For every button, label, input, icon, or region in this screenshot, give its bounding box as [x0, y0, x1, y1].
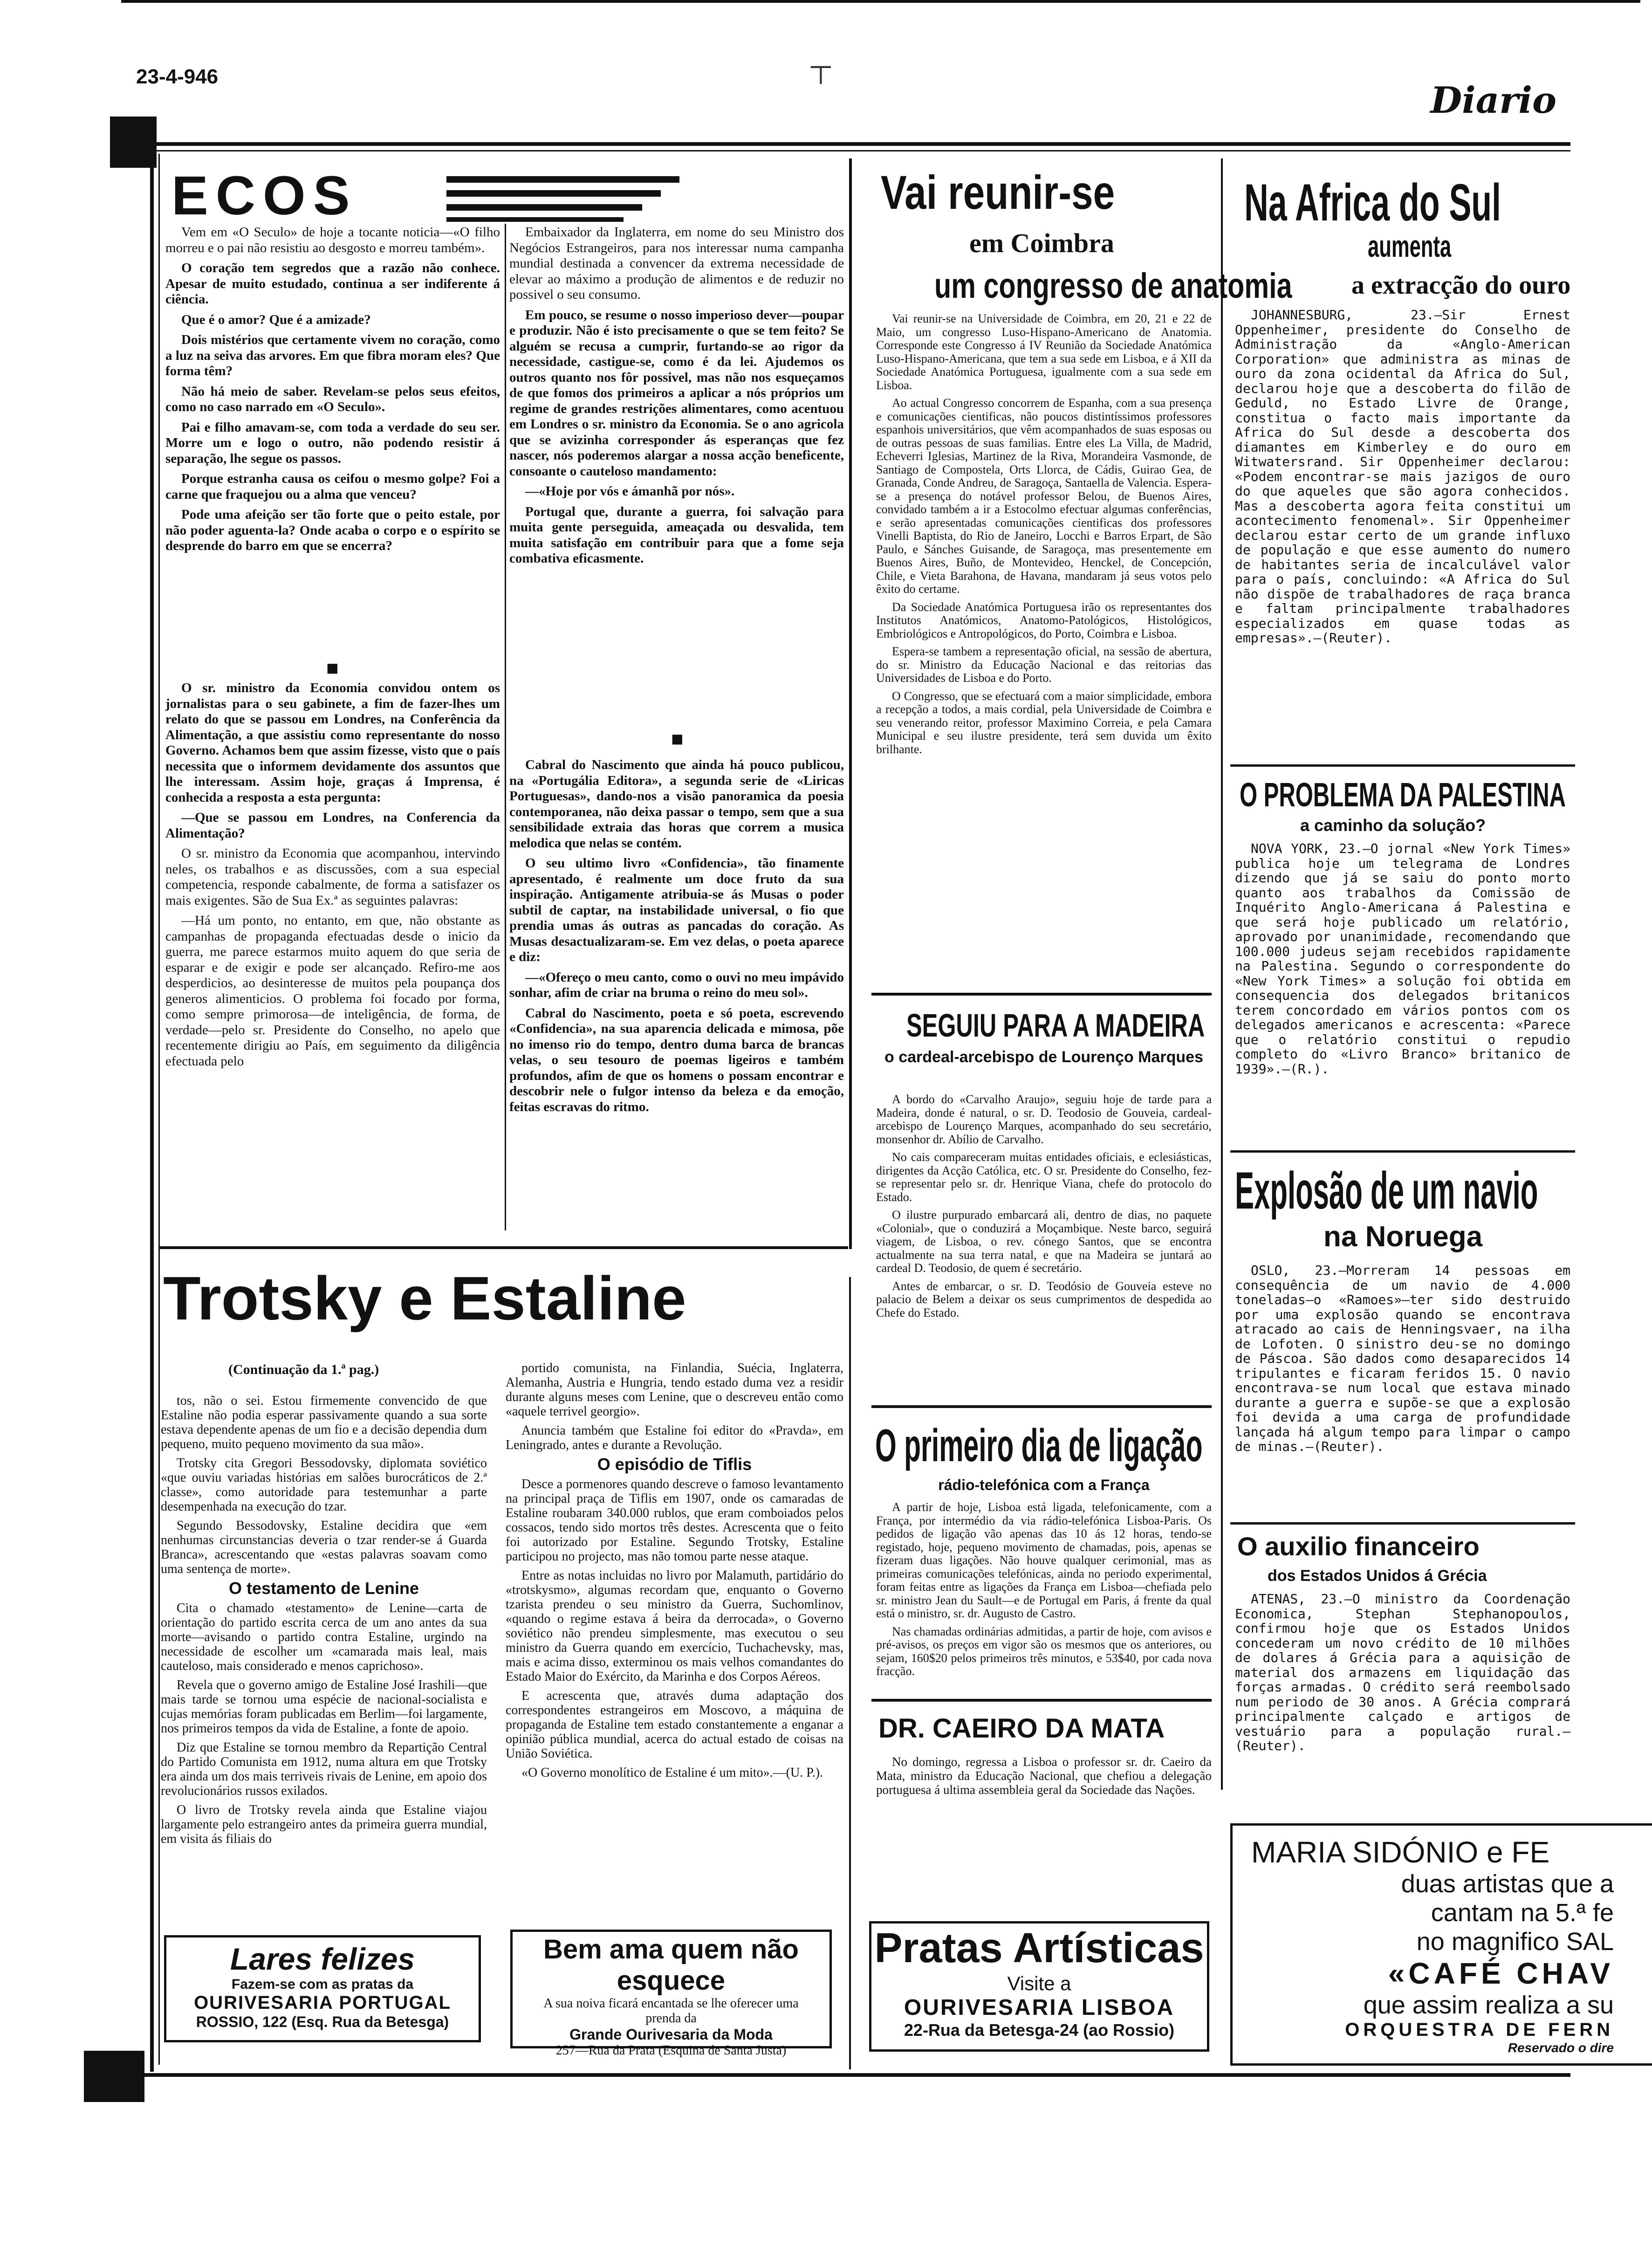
madeira-paragraph: O ilustre purpurado embarcará ali, dentro de dias, no paquete «Colonial», que o conduzirá a Moçambique. Neste barco, seguirá viagem, de Lisboa, o rev. cónego Santos, que se encontra actualmente na sua terra natal, e que na Madeira se juntará ao cardeal D. Teodosio, de quem é secretário.: [876, 1208, 1212, 1275]
trotsky-paragraph: Trotsky cita Gregori Bessodovsky, diplomata soviético «que ouviu variadas histórias em salões burocráticos de 2.ª classe», como autoridade para testemunhar a parte desempenhada na execução do tzar.: [161, 1456, 487, 1514]
section-rule-caeiro: [871, 1699, 1212, 1702]
trotsky-paragraph: Segundo Bessodovsky, Estaline decidira que «em nenhumas circunstancias deveria o tzar render-se á Guarda Branca», acrescentando que «estas palavras soavam como uma sentença de morte».: [161, 1518, 487, 1576]
ecos-paragraph: —Há um ponto, no entanto, em que, não obstante as campanhas de propaganda efectuadas desde o inicio da guerra, me parece estarmos muito aquem do que seria de esparar e de exigir e pode ser alcançado. Refiro-me aos desperdicios, ao desinteresse de muitos pela poupança dos generos alimenticios. O problema foi focado por forma, como sempre primorosa—de inteligência, de forma, de verdade—pelo sr. Presidente do Conselho, no apelo que recentemente dirigiu ao País, em seguimento da diligência efectuada pelo: [165, 913, 500, 1069]
ad-maria-line: no magnifico SAL: [1416, 1928, 1614, 1956]
section-rule-explosao: [1230, 1150, 1575, 1153]
madeira-paragraph: Antes de embarcar, o sr. D. Teodósio de Gouveia esteve no palacio de Belem a deixar os seus cumprimentos de despedida ao Chefe do Estado.: [876, 1279, 1212, 1319]
ecos-paragraph: Pode uma afeição ser tão forte que o peito estale, por não poder aguenta-la? Onde acaba o corpo e o espírito se desprende do barro em que se encerra?: [165, 507, 500, 553]
ecos-paragraph: Porque estranha causa os ceifou o mesmo golpe? Foi a carne que fraquejou ou a alma que venceu?: [165, 471, 500, 502]
frame-bottom-rule: [140, 2073, 1570, 2077]
ecos-column-1b: [165, 680, 500, 1226]
frame-left-thin-rule: [158, 154, 160, 2065]
column-rule-ecos: [505, 224, 506, 1230]
ad-pratas-line: Visite a: [1007, 1972, 1071, 1994]
crop-mark: ┬: [811, 51, 831, 82]
ecos-paragraph: Que é o amor? Que é a amizade?: [181, 312, 371, 327]
ad-maria-line: ORQUESTRA DE FERN: [1345, 2020, 1614, 2040]
ecos-paragraph: Cabral do Nascimento, poeta e só poeta, escrevendo «Confidencia», na sua aparencia delicada e mimosa, põe no imenso rio do tempo, dentro duma barca de brancas velas, o seu tesouro de poemas ligeiros e também profundos, afim de que os homens o possam encontrar e descobrir nele o fulgor intenso da beleza e da emoção, feitas escravas do ritmo.: [509, 1005, 844, 1114]
palestina-paragraph: NOVA YORK, 23.—O jornal «New York Times» publica hoje um telegrama de Londres dizendo que já se saiu do ponto morto quanto aos trabalhos da Comissão de Inquérito Anglo-Americana á Palestina e que será hoje publicado um relatório, aprovado por unanimidade, recomendando que 100.000 judeus sejam recebidos rapidamente na Palestina. Segundo o correspondente do «New York Times» a solução foi obtida em consequencia dos delegados britanicos terem concordado em vários pontos com os delegados americanos e acrescenta: «Parece que o relatório constitui o repudio completo do «Livro Branco» britanico de 1939».—(R.).: [1235, 841, 1570, 1077]
frame-top-thin-rule: [149, 150, 1570, 151]
ecos-paragraph: Dois mistérios que certamente vivem no coração, como a luz na seiva das arvores. Em que fibra moram eles? Que forma têm?: [165, 332, 500, 378]
ecos-paragraph: Pai e filho amavam-se, com toda a verdade do seu ser. Morre um e logo o outro, não podendo resistir á separação, lhe segue os passos.: [165, 419, 500, 466]
ecos-paragraph: Não há meio de saber. Revelam-se pelos seus efeitos, como no caso narrado em «O Seculo».: [165, 384, 500, 414]
madeira-paragraph: A bordo do «Carvalho Araujo», seguiu hoje de tarde para a Madeira, donde é natural, o sr. D. Teodosio de Gouveia, cardeal-arcebispo de Lourenço Marques, acompanhado do seu secretário, monsenhor dr. Abílio de Carvalho.: [876, 1092, 1212, 1146]
coimbra-headline-2: em Coimbra: [969, 228, 1114, 258]
ecos-title-bars: [446, 173, 679, 225]
coimbra-headline-3: um congresso de anatomia: [934, 266, 1292, 306]
ad-maria-line: duas artistas que a: [1401, 1870, 1614, 1898]
trotsky-subhead-testamento: O testamento de Lenine: [228, 1579, 419, 1598]
corner-marker-bottom: [84, 2051, 144, 2102]
auxilio-subhead: dos Estados Unidos á Grécia: [1268, 1567, 1487, 1585]
caeiro-body: [876, 1755, 1212, 1857]
section-rule-ligacao: [871, 1405, 1212, 1408]
ad-bem-ama-address: 257—Rua da Prata (Esquina de Santa Justa): [555, 2043, 787, 2058]
section-rule-ecos-bottom: [158, 1246, 848, 1249]
column-rule-middle-lower: [849, 1277, 851, 2069]
ad-lares-address: ROSSIO, 122 (Esq. Rua da Betesga): [196, 2013, 449, 2030]
trotsky-paragraph: E acrescenta que, através duma adaptação dos correspondentes estrangeiros em Moscovo, a máquina de propaganda de Estaline tem estado constantemente a enganar a opinião pública mundial, acerca do actual estado de coisas na União Soviética.: [506, 1689, 843, 1761]
ecos-paragraph: Cabral do Nascimento que ainda há pouco publicou, na «Portugália Editora», a segunda serie de «Liricas Portuguesas», dando-nos a visão panoramica da poesia contemporanea, não deixa passar o tempo, sem que a sua sensibilidade extraia das horas que correm a musica melodica que nelas se contém.: [509, 757, 844, 851]
explosao-subhead: na Noruega: [1323, 1221, 1483, 1253]
ad-pratas-title: Pratas Artísticas: [874, 1925, 1204, 1972]
trotsky-column-1: [161, 1394, 487, 1888]
ecos-paragraph: O sr. ministro da Economia que acompanhou, intervindo neles, os trabalhos e as discussões, com a sua especial competencia, responde cabalmente, de forma a satisfazer os mais exigentes. São de Sua Ex.ª as seguintes palavras:: [165, 846, 500, 908]
auxilio-body: [1235, 1592, 1570, 1787]
ecos-paragraph: O sr. ministro da Economia convidou ontem os jornalistas para o seu gabinete, a fim de fazer-lhes um relato do que se passou em Londres, na Conferência da Alimentação, a que assistiu como representante do nosso Governo. Achamos bem que assim fizesse, visto que o país necessita que o informem devidamente dos assuntos que lhe interessam. Assim hoje, graças á Imprensa, é conhecida a resposta a esta pergunta:: [165, 680, 500, 805]
ad-pratas-address: 22-Rua da Betesga-24 (ao Rossio): [904, 2020, 1175, 2040]
trotsky-paragraph: Cita o chamado «testamento» de Lenine—carta de orientação do partido escrita cerca de um ano antes da sua morte—avisando o partido contra Estaline, urgindo na necessidade de escolher um «camarada mais leal, mais cauteloso, mais considerado e menos caprichoso».: [161, 1601, 487, 1673]
ecos-column-2b: [509, 757, 844, 1233]
ad-pratas-artisticas: [869, 1921, 1209, 2052]
ecos-paragraph: —Que se passou em Londres, na Conferencia da Alimentação?: [165, 810, 500, 841]
ad-maria-sidonio: [1230, 1823, 1652, 2066]
trotsky-headline: Trotsky e Estaline: [163, 1264, 686, 1333]
ligacao-paragraph: A partir de hoje, Lisboa está ligada, telefonicamente, com a França, por intermédio da via rádio-telefónica Lisboa-Paris. Os pedidos de ligação vão apenas das 10 ás 12 horas, tendo-se registado, hoje, pequeno movimento de chamadas, pois, apenas se fizeram duas ligações. Não houve qualquer cerimonial, mas as primeiras comunicações telefónicas, ainda no periodo experimental, foram feitas entre as ligações da França em Lisboa—chefiada pelo sr. ministro Jean du Sault—e de Portugal em Paris, á frente da qual está o ministro, sr. dr. Augusto de Castro.: [876, 1500, 1212, 1620]
page-date: 23-4-946: [136, 65, 219, 88]
explosao-body: [1235, 1263, 1570, 1524]
section-rule-palestina: [1230, 764, 1575, 767]
ecos-paragraph: —«Ofereço o meu canto, como o ouvi no meu impávido sonhar, afim de criar na bruma o reino do meu sol».: [509, 969, 844, 1000]
ad-maria-line: cantam na 5.ª fe: [1431, 1899, 1614, 1927]
column-rule-right: [1221, 158, 1223, 1790]
ecos-separator-mark: ■: [671, 728, 684, 750]
ad-lares-felizes: [164, 1935, 481, 2042]
frame-top-rule: [149, 142, 1570, 146]
ad-maria-line: «CAFÉ CHAV: [1388, 1957, 1614, 1990]
trotsky-continuation: (Continuação da 1.ª pag.): [228, 1362, 379, 1377]
ad-lares-store: OURIVESARIA PORTUGAL: [194, 1992, 451, 2013]
ad-bem-ama-store: Grande Ourivesaria da Moda: [569, 2026, 773, 2043]
ecos-paragraph: —«Hoje por vós e ámanhã por nós».: [525, 484, 735, 499]
palestina-subhead: a caminho da solução?: [1300, 816, 1486, 835]
ecos-column-1: [165, 225, 500, 667]
ecos-paragraph: Portugal que, durante a guerra, foi salvação para muita gente perseguida, ameaçada ou desvalida, tem muita satisfação em contribuir para que a fome seja combativa eficasmente.: [509, 504, 844, 566]
masthead: Diario: [1430, 79, 1556, 122]
trotsky-column-2: [506, 1361, 843, 1906]
auxilio-paragraph: ATENAS, 23.—O ministro da Coordenação Economica, Stephan Stephanopoulos, confirmou hoje que os Estados Unidos concederam um novo crédito de 10 milhões de dolares á Grécia para a aquisição de material dos armazens em liquidação das forças armadas. O crédito será reembolsado num periodo de 30 anos. A Grécia comprará principalmente calçado e artigos de vestuário para a população rural.—(Reuter).: [1235, 1591, 1570, 1753]
trotsky-paragraph: Diz que Estaline se tornou membro da Repartição Central do Partido Comunista em 1912, numa altura em que Trotsky era ainda um dos mais terriveis rivais de Lenine, em apoio dos revolucionários russos exilados.: [161, 1740, 487, 1798]
caeiro-paragraph: No domingo, regressa a Lisboa o professor sr. dr. Caeiro da Mata, ministro da Educação Nacional, que chefiou a delegação portuguesa á ultima assembleia geral da Sociedade das Nações.: [876, 1755, 1212, 1797]
ligacao-paragraph: Nas chamadas ordinárias admitidas, a partir de hoje, com avisos e pré-avisos, os preços em vigor são os mesmos que os anteriores, ou sejam, 160$20 pelos primeiros três minutos, e 53$40, por cada nova fracção.: [876, 1624, 1212, 1678]
auxilio-headline: O auxilio financeiro: [1237, 1532, 1480, 1561]
ad-maria-line: MARIA SIDÓNIO e FE: [1251, 1835, 1550, 1869]
trotsky-paragraph: Anuncia também que Estaline foi editor do «Pravda», em Leningrado, antes e durante a Revolução.: [506, 1423, 843, 1452]
ecos-separator-mark: ■: [326, 657, 339, 680]
ecos-paragraph: Embaixador da Inglaterra, em nome do seu Ministro dos Negócios Estrangeiros, para nos interessar numa campanha mundial destinada a convencer da extrema necessidade de elevar ao máximo a produção de alimentos e de reduzir no possivel o seu consumo.: [509, 225, 844, 302]
madeira-body: [876, 1093, 1212, 1401]
trotsky-paragraph: Entre as notas incluidas no livro por Malamuth, partidário do «trotskysmo», algumas recordam que, enquanto o Governo tzarista prendeu o seu ministro da Guerra, Suchomlinov, «quando o regime estava á beira da derrocada», o Governo soviético não prendeu simplesmente, mas executou o seu ministro da Guerra quando em exercício, Tuchachevsky, mas, mais e acima disso, exterminou os mais velhos comandantes do Estado Maior do Exército, da Marinha e dos Corpos Aéreos.: [506, 1568, 843, 1684]
madeira-subhead: o cardeal-arcebispo de Lourenço Marques: [884, 1048, 1203, 1066]
africa-subhead-1: aumenta: [1368, 229, 1452, 263]
ecos-paragraph: Vem em «O Seculo» de hoje a tocante noticia—«O filho morreu e o pai não resistiu ao desgosto e morreu também».: [165, 225, 500, 255]
coimbra-paragraph: Ao actual Congresso concorrem de Espanha, com a sua presença e comunicações cientificas, não poucos distintíssimos professores espanhois universitários, que vêm acompanhados de suas esposas ou de outras pessoas de suas familias. Entre eles La Villa, de Madrid, Echeverri Iglesias, Martinez de la Riva, Morandeira Vasmonde, de Santiago de Compostela, Orts Llorca, de Cádis, Guirao Gea, de Granada, Conde Andreu, de Saragoça, Santaella de Valencia. Espera-se a presença do notável professor Belou, de Buenos Aires, convidado também a ir a Estocolmo efectuar algumas conferências, e serão apresentadas comunicações cientificas dos professores Vinelli Baptista, do Rio de Janeiro, Locchi e Barros Erpart, de São Paulo, e Sánches Guisande, de Saragoça, mas presentemente em Buenos Aires, Buño, de Montevideo, Henckel, de Concepción, Chile, e Vieta Barahona, de Havana, mandaram já seus votos pelo êxito do certame.: [876, 396, 1212, 596]
africa-subhead-2: a extracção do ouro: [1351, 271, 1571, 300]
ligacao-subhead: rádio-telefónica com a França: [938, 1477, 1150, 1493]
ecos-column-2: [509, 225, 844, 728]
section-rule-madeira: [871, 993, 1212, 996]
africa-headline: Na Africa do Sul: [1244, 173, 1501, 232]
ad-pratas-store: OURIVESARIA LISBOA: [904, 1995, 1175, 2020]
ecos-title: ECOS: [171, 165, 357, 227]
coimbra-paragraph: Da Sociedade Anatómica Portuguesa irão os representantes dos Institutos Anatómicos, Anatomo-Patológicos, Histológicos, Embriológicos e Antropológicos, do Porto, Coimbra e Lisboa.: [876, 600, 1212, 640]
section-rule-auxilio: [1230, 1522, 1575, 1525]
trotsky-paragraph: O livro de Trotsky revela ainda que Estaline viajou largamente pelo estrangeiro antes da primeira guerra mundial, em visita ás filiais do: [161, 1803, 487, 1846]
ligacao-headline: O primeiro dia de ligação: [875, 1420, 1203, 1471]
madeira-headline: SEGUIU PARA A MADEIRA: [906, 1007, 1205, 1044]
trotsky-paragraph: tos, não o sei. Estou firmemente convencido de que Estaline não podia esperar passivamente quando a sua sorte estava dependente apenas de um fio e a decisão dependia dum pequeno, muito pequeno movimento da sua mão».: [161, 1394, 487, 1451]
column-rule-middle: [849, 158, 852, 1249]
top-edge-rule: [121, 0, 1640, 3]
coimbra-body: [876, 312, 1212, 988]
coimbra-headline-1: Vai reunir-se: [881, 166, 1115, 219]
coimbra-paragraph: Vai reunir-se na Universidade de Coimbra, em 20, 21 e 22 de Maio, um congresso Luso-Hispano-Americano de Anatomia. Corresponde este Congresso á IV Reunião da Sociedade Anatómica Luso-Hispano-Americana, que tem a sua sede em Lisboa, e á XII da Sociedade Anatómica Portuguesa, igualmente com a sua sede em Lisboa.: [876, 312, 1212, 392]
palestina-headline: O PROBLEMA DA PALESTINA: [1240, 776, 1566, 814]
trotsky-paragraph: «O Governo monolítico de Estaline é um mito».—(U. P.).: [521, 1766, 823, 1780]
ligacao-body: [876, 1501, 1212, 1706]
ad-bem-ama-title: Bem ama quem não esquece: [543, 1934, 799, 1996]
trotsky-paragraph: Desce a pormenores quando descreve o famoso levantamento na principal praça de Tiflis em 1907, onde os camaradas de Estaline roubaram 340.000 rublos, que eram comboiados pelos cossacos, tendo sido mortos três destes. Acrescenta que o feito foi autorizado por Estaline. Segundo Trotsky, Estaline participou no projecto, mas não tomou parte nesse ataque.: [506, 1477, 843, 1564]
ad-bem-ama-line: A sua noiva ficará encantada se lhe oferecer uma prenda da: [543, 1996, 799, 2026]
trotsky-paragraph: portido comunista, na Finlandia, Suécia, Inglaterra, Alemanha, Austria e Hungria, tendo estado duma vez a residir durante alguns meses com Lenine, que o descreveu então como «aquele terrivel georgio».: [506, 1361, 843, 1419]
ad-maria-line: Reservado o dire: [1508, 2040, 1614, 2055]
palestina-body: [1235, 841, 1570, 1195]
coimbra-paragraph: O Congresso, que se efectuará com a maior simplicidade, embora a recepção a todos, a mais cordial, pela Universidade de Coimbra e seu venerando reitor, professor Maximino Correia, e pela Camara Municipal e seu ilustre presidente, terá sem duvida um êxito brilhante.: [876, 689, 1212, 756]
ecos-paragraph: O seu ultimo livro «Confidencia», tão finamente apresentado, é realmente um doce fruto da sua inspiração. Antigamente atribuia-se ás Musas o poder subtil de captar, na instabilidade universal, o fio que prendia umas ás outras as pancadas do coração. As Musas desactualizaram-se. Em vez delas, o poeta aparece e diz:: [509, 856, 844, 964]
africa-body: [1235, 308, 1570, 764]
coimbra-paragraph: Espera-se tambem a representação oficial, na sessão de abertura, do sr. Ministro da Educação Nacional e das reitorias das Universidades de Lisboa e do Porto.: [876, 645, 1212, 685]
explosao-paragraph: OSLO, 23.—Morreram 14 pessoas em consequência de um navio de 4.000 toneladas—o «Ramoes»—ter sido destruido por uma explosão quando se encontrava atracado ao cais de Henningsvaer, na ilha de Lofoten. O sinistro deu-se no domingo de Páscoa. São dados como desaparecidos 14 tripulantes e ficaram feridos 15. O navio encontrava-se num local que estava minado durante a guerra e supõe-se que a explosão foi devida a uma carga de profundidade lançada há algum tempo para limpar o campo de minas.—(Reuter).: [1235, 1263, 1570, 1454]
ad-lares-line: Fazem-se com as pratas da: [231, 1977, 414, 1992]
ad-lares-title: Lares felizes: [230, 1942, 415, 1976]
trotsky-paragraph: Revela que o governo amigo de Estaline José Irashili—que mais tarde se tornou uma espécie de nacional-socialista e cujas memórias foram publicadas em Berlim—foi largamente, nos primeiros tempos da vida de Estaline, a fonte de apoio.: [161, 1678, 487, 1736]
explosao-headline: Explosão de um navio: [1235, 1161, 1538, 1220]
frame-left-rule: [150, 142, 154, 2072]
ecos-paragraph: O coração tem segredos que a razão não conhece. Apesar de muito estudado, continua a ser indiferente á ciência.: [165, 261, 500, 307]
trotsky-subhead-tiflis: O episódio de Tiflis: [597, 1455, 752, 1474]
ecos-paragraph: Em pouco, se resume o nosso imperioso dever—poupar e produzir. Não é isto precisamente o que se tem feito? Se alguém se recusa a cumprir, furtando-se ao rigor da necessidade, castigue-se, como é da lei. Ajudemos os outros quanto nos fôr possivel, mas não nos esqueçamos de que fomos dos primeiros a aplicar a nós próprios um regime de grandes restrições alimentares, como acentuou em Londres o sr. ministro da Economia. Se o ano agricola que se avizinha corresponder ás esperanças que fez nascer, nós poderemos alargar a nossa acção beneficente, consoante o cauteloso mandamento:: [509, 307, 844, 479]
africa-paragraph: JOHANNESBURG, 23.—Sir Ernest Oppenheimer, presidente do Conselho de Administração da «Anglo-American Corporation» que administra as minas de ouro da zona ocidental da Africa do Sul, declarou hoje que a descoberta do filão de Geduld, no Estado Livre de Orange, constitua o facto mais importante da Africa do Sul desde a descoberta dos diamantes em Kimberley e do ouro em Witwatersrand. Sir Oppenheimer declarou: «Podem encontrar-se mais jazigos de ouro do que aqueles que são agora conhecidos. Mas a descoberta agora feita constitui um acontecimento fenomenal». Sir Oppenheimer declarou estar certo de um grande influxo de população e que esse aumento do numero de habitantes seria de incalculável valor para o país, concluindo: «A Africa do Sul não dispõe de trabalhadores de raça branca e faltam principalmente trabalhadores especializados em quase todas as empresas».—(Reuter).: [1235, 307, 1570, 646]
madeira-paragraph: No cais compareceram muitas entidades oficiais, e eclesiásticas, dirigentes da Acção Católica, etc. O sr. Presidente do Conselho, fez-se representar pelo sr. dr. Henrique Viana, chefe do protocolo do Estado.: [876, 1150, 1212, 1204]
ad-bem-ama: [510, 1930, 832, 2058]
ad-maria-line: que assim realiza a su: [1363, 1991, 1614, 2019]
caeiro-headline: DR. CAEIRO DA MATA: [878, 1713, 1165, 1744]
